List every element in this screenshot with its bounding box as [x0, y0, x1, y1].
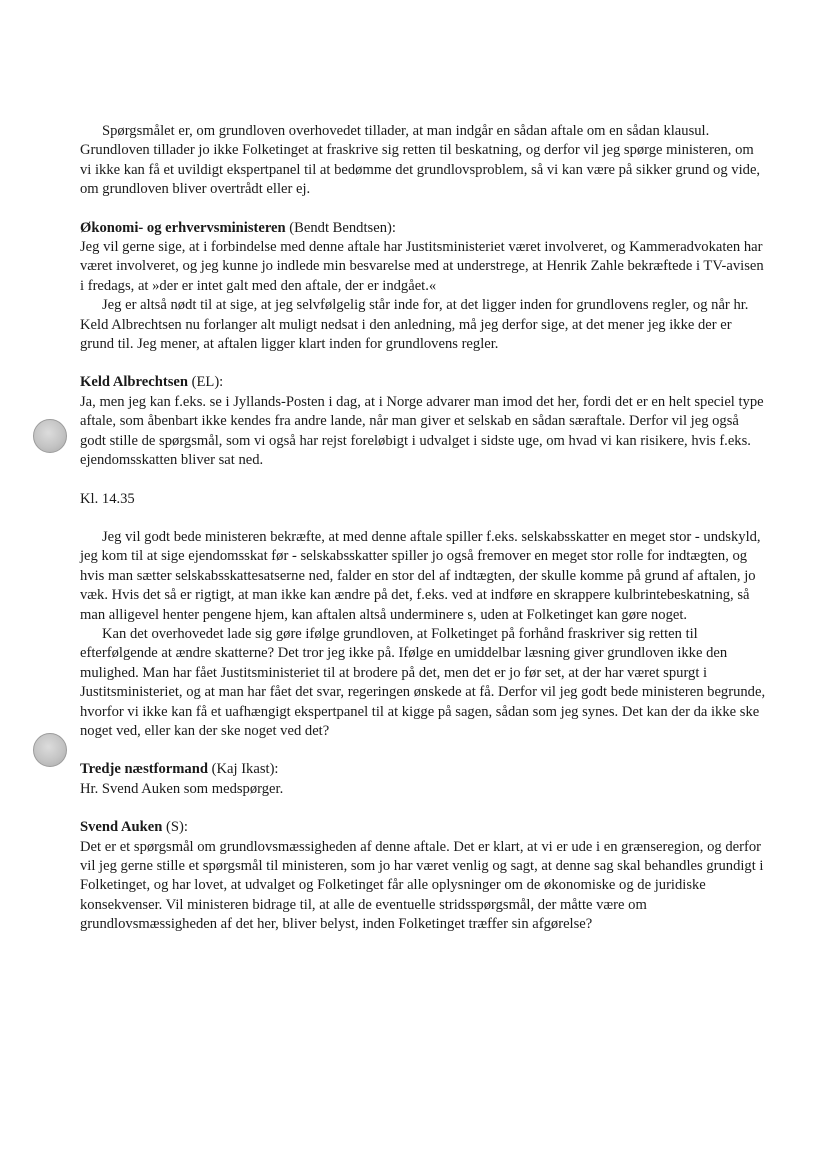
- speaker-heading: [80, 373, 768, 392]
- paragraph: Jeg vil gerne sige, at i forbindelse med denne aftale har Justitsministeriet været involveret, og Kammeradvokaten har været involveret, og jeg kunne jo indlede min besvarelse med at understrege, at Henrik Zahle bekræftede i TV-avisen i fredags, at »der er intet galt med den aftale, der er indgået.«: [80, 239, 764, 294]
- document-page: [80, 122, 768, 954]
- speaker-name: Tredje næstformand: [80, 761, 208, 778]
- speech-block: [80, 219, 768, 355]
- paragraph: Ja, men jeg kan f.eks. se i Jyllands-Posten i dag, at i Norge advarer man imod det her, fordi det er en helt speciel type aftale, som åbenbart ikke kendes fra andre lande, når man giver et selskab en sådan særaftale. Derfor vil jeg også godt stille de spørgsmål, som vi også har rejst foreløbigt i udvalget i sidste uge, om hvad vi kan risikere, hvis f.eks. ejendomsskatten bliver sat ned.: [80, 393, 764, 469]
- speech-block: [80, 373, 768, 470]
- speech-block: [80, 818, 768, 934]
- speaker-name: Svend Auken: [80, 819, 163, 836]
- speaker-affiliation: (Bendt Bendtsen):: [285, 219, 396, 236]
- punch-hole: [33, 419, 67, 453]
- punch-hole: [33, 733, 67, 767]
- speaker-heading: [80, 818, 768, 837]
- speaker-heading: [80, 760, 768, 779]
- speaker-affiliation: (EL):: [187, 374, 224, 391]
- timestamp: Kl. 14.35: [80, 490, 135, 507]
- paragraph: Jeg er altså nødt til at sige, at jeg selvfølgelig står inde for, at det ligger inden for grundlovens regler, og når hr. Keld Albrechtsen nu forlanger alt muligt nedsat i den anledning, må jeg derfor sige, at det mener jeg ikke der er grund til. Jeg mener, at aftalen ligger klart inden for grundlovens regler.: [80, 297, 749, 353]
- speaker-name: Keld Albrechtsen: [80, 374, 188, 391]
- text-block: [80, 528, 768, 741]
- speaker-name: Økonomi- og erhvervsministeren: [80, 219, 286, 236]
- paragraph: Det er et spørgsmål om grundlovsmæssigheden af denne aftale. Det er klart, at vi er ude i en grænseregion, og derfor vil jeg gerne stille et spørgsmål til ministeren, som jo har været venlig og sagt, at denne sag skal behandles grundigt i Folketinget, og har lovet, at udvalget og Folketinget får alle oplysninger om de økonomiske og de juridiske konsekvenser. Vil ministeren bidrage til, at alle de eventuelle stridsspørgsmål, der måtte være om grundlovsmæssigheden af det her, bliver belyst, inden Folketinget træffer sin afgørelse?: [80, 838, 764, 933]
- timestamp-block: [80, 490, 768, 509]
- speaker-affiliation: (Kaj Ikast):: [207, 761, 279, 778]
- speaker-affiliation: (S):: [162, 819, 188, 836]
- paragraph: Jeg vil godt bede ministeren bekræfte, at med denne aftale spiller f.eks. selskabsskatter en meget stor - undskyld, jeg kom til at sige ejendomsskat før - selskabsskatter spiller jo også fremover en meget stor rolle for indtægten, og hvis man sætter selskabsskattesatserne ned, falder en stor del af indtægten, der skulle komme på grund af aftalen, jo væk. Hvis det så er rigtigt, at man ikke kan ændre på det, f.eks. ved at indføre en skrappere kulbrintebeskatning, så man alligevel henter pengene hjem, kan aftalen altså underminere s, uden at Folketinget kan gøre noget.: [80, 528, 761, 623]
- paragraph: Hr. Svend Auken som medspørger.: [80, 780, 284, 797]
- text-block: [80, 122, 768, 200]
- paragraph: Spørgsmålet er, om grundloven overhovedet tillader, at man indgår en sådan aftale om en sådan klausul. Grundloven tillader jo ikke Folketinget at fraskrive sig retten til beskatning, og derfor vil jeg spørge ministeren, om vi ikke kan få et uvildigt ekspertpanel til at bedømme det grundlovsproblem, så vi kan være på sikker grund og vide, om grundloven bliver overtrådt eller ej.: [80, 123, 761, 198]
- speaker-heading: [80, 219, 768, 238]
- paragraph: Kan det overhovedet lade sig gøre ifølge grundloven, at Folketinget på forhånd fraskriver sig retten til efterfølgende at ændre skatterne? Det tror jeg ikke på. Ifølge en umiddelbar læsning giver grundloven ikke den mulighed. Man har fået Justitsministeriet til at brodere på det, men det er jo før set, at der har været spurgt i Justitsministeriet, og at man har fået det svar, regeringen ønskede at få. Derfor vil jeg godt bede ministeren begrunde, hvorfor vi ikke kan få et uafhængigt ekspertpanel til at kigge på sagen, sådan som jeg synes. Det kan der da ikke ske noget ved, eller kan der ske noget ved det?: [80, 625, 766, 739]
- speech-block: [80, 760, 768, 799]
